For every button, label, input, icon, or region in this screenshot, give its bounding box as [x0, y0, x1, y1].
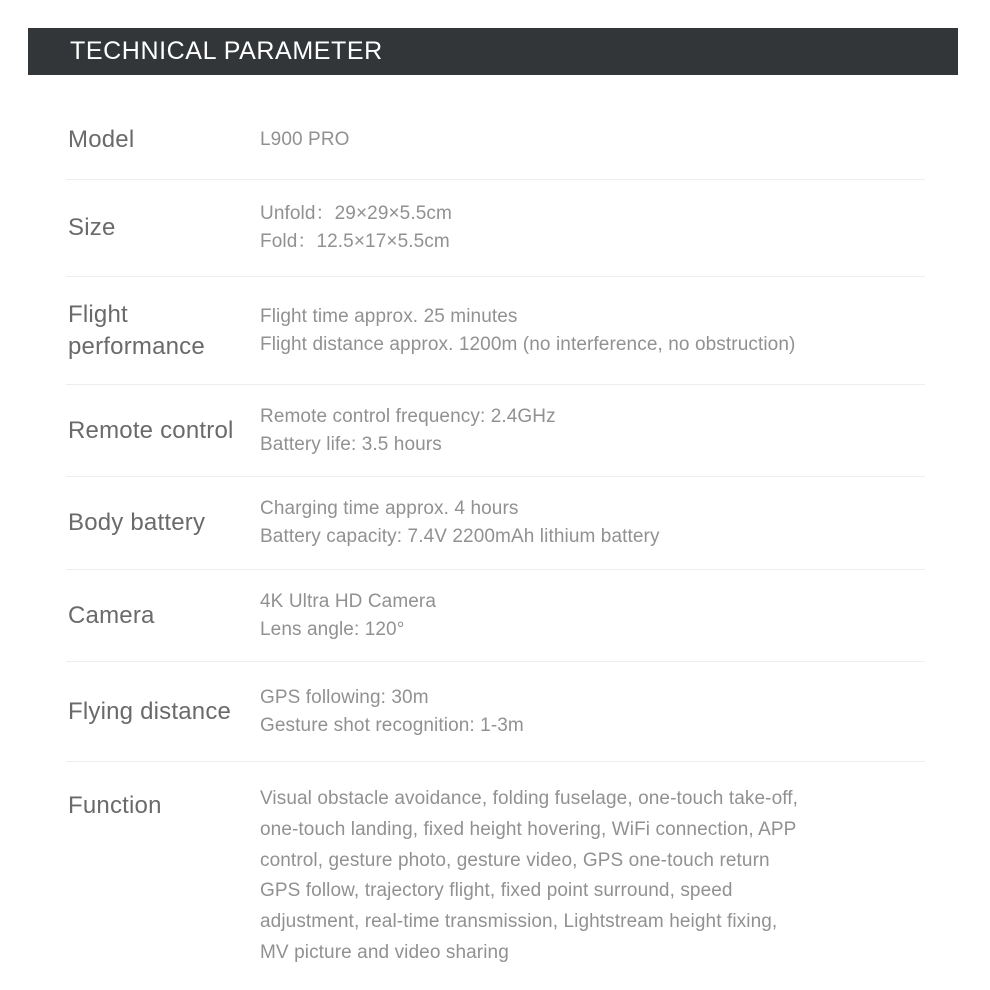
spec-value [260, 588, 925, 643]
table-row [66, 100, 925, 180]
spec-label: Flight performance [68, 300, 205, 360]
spec-value-line: Fold：12.5×17×5.5cm [260, 231, 450, 252]
spec-label: Model [68, 125, 135, 153]
spec-value-line: Flight distance approx. 1200m (no interference, no obstruction) [260, 333, 796, 355]
spec-value-line: Remote control frequency: 2.4GHz [260, 405, 556, 427]
table-row [66, 277, 925, 385]
spec-value-line: Battery capacity: 7.4V 2200mAh lithium battery [260, 526, 660, 547]
spec-label: Camera [68, 601, 155, 629]
spec-value [260, 403, 925, 458]
spec-value-line: Visual obstacle avoidance, folding fuselage, one-touch take-off, [260, 788, 799, 809]
spec-value-line: GPS follow, trajectory flight, fixed point surround, speed [260, 880, 733, 902]
table-row [66, 662, 925, 762]
spec-value [260, 495, 925, 550]
spec-label: Size [68, 214, 116, 242]
spec-value-line: control, gesture photo, gesture video, GPS one-touch return [260, 849, 770, 871]
table-row [66, 570, 925, 662]
spec-value-line: one-touch landing, fixed height hovering, WiFi connection, APP [260, 818, 797, 840]
spec-value-line: 4K Ultra HD Camera [260, 590, 437, 612]
spec-value-line: adjustment, real-time transmission, Lightstream height fixing, [260, 911, 778, 933]
section-header-bar [28, 28, 958, 75]
spec-value [260, 200, 925, 255]
spec-value-line: Charging time approx. 4 hours [260, 498, 519, 520]
spec-value-line: Flight time approx. 25 minutes [260, 305, 518, 327]
spec-value [260, 784, 925, 969]
spec-label: Body battery [68, 509, 206, 537]
table-row [66, 180, 925, 277]
spec-value [260, 303, 925, 358]
spec-value-line: GPS following: 30m [260, 686, 429, 708]
spec-label: Remote control [68, 416, 234, 444]
specification-table [66, 100, 925, 962]
spec-value-line: Gesture shot recognition: 1-3m [260, 714, 524, 736]
spec-value-line: Unfold：29×29×5.5cm [260, 203, 452, 225]
spec-value [260, 684, 925, 739]
table-row [66, 762, 925, 962]
spec-value-line: Battery life: 3.5 hours [260, 433, 442, 455]
spec-value-line: Lens angle: 120° [260, 618, 405, 640]
spec-label: Flying distance [68, 697, 232, 725]
spec-value-line: MV picture and video sharing [260, 941, 509, 963]
spec-label: Function [68, 792, 162, 819]
spec-value [260, 126, 925, 154]
table-row [66, 385, 925, 477]
page-title: TECHNICAL PARAMETER [70, 37, 383, 65]
table-row [66, 477, 925, 570]
spec-value-line: L900 PRO [260, 128, 350, 150]
